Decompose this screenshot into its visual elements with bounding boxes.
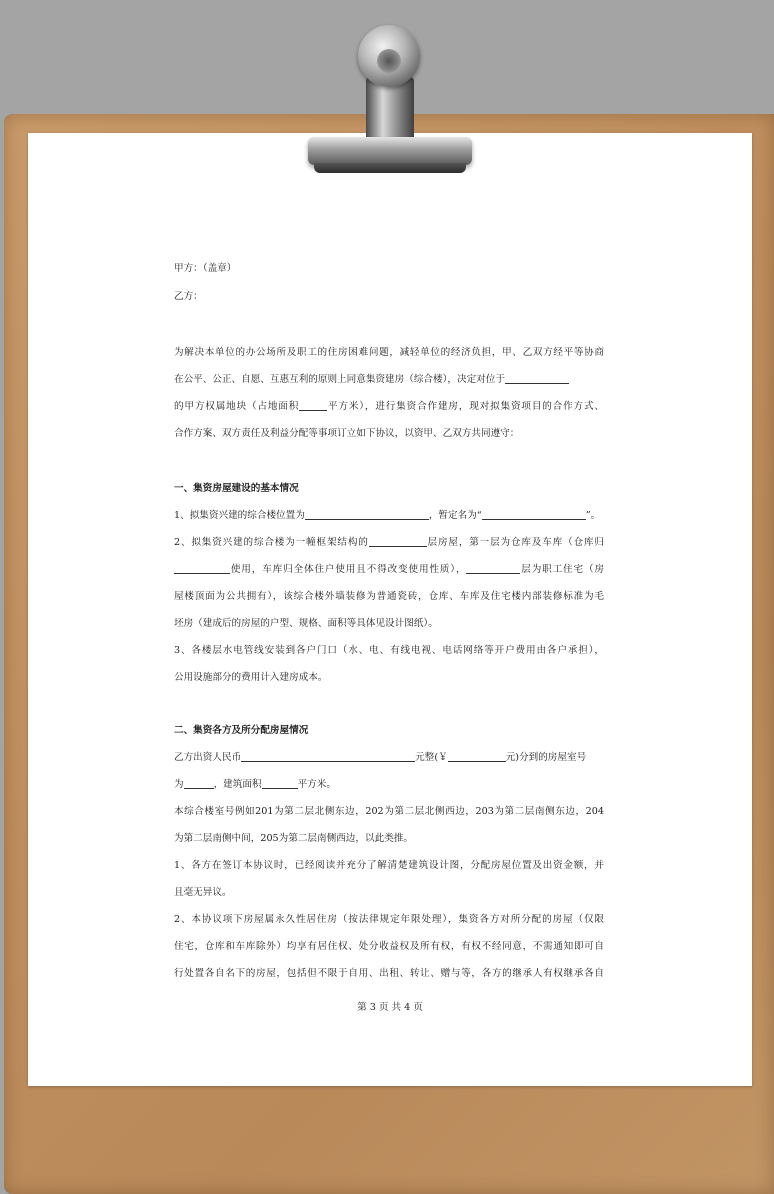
section-1-item-2-line-4: 坯房（建成后的房屋的户型、规格、面积等具体见设计图纸）。	[174, 618, 438, 629]
s2-line-2-text-a: 为	[174, 779, 184, 790]
section-2-item-2-line-3: 行处置各自名下的房屋，包括但不限于自用、出租、转让、赠与等，各方的继承人有权继承各自	[174, 968, 604, 979]
intro-line-3-text-b: 平方米），进行集资合作建房，现对拟集资项目的合作方式、	[327, 401, 604, 412]
section-1-item-3-line-2: 公用设施部分的费用计入建房成本。	[174, 672, 328, 683]
section-1-title: 一、集资房屋建设的基本情况	[174, 483, 299, 494]
party-a-line: 甲方：（盖章）	[174, 263, 237, 274]
building-location-blank	[305, 509, 429, 520]
building-name-blank	[482, 509, 586, 520]
item-1-text-c: ”。	[585, 510, 601, 521]
section-2-line-1	[174, 749, 586, 763]
warehouse-owner-blank	[174, 563, 230, 574]
residence-floors-blank	[466, 563, 520, 574]
binder-clip-icon	[300, 25, 480, 175]
section-1-item-2-line-3: 屋楼顶面为公共拥有），该综合楼外墙装修为普通瓷砖，仓库、车库及住宅楼内部装修标准为毛	[174, 591, 604, 602]
party-b-line: 乙方：	[174, 291, 203, 302]
intro-line-4: 合作方案、双方责任及利益分配等事项订立如下协议，以资甲、乙双方共同遵守：	[174, 428, 520, 439]
intro-line-2-text: 在公平、公正、自愿、互惠互利的原则上同意集资建房（综合楼），决定对位于	[174, 374, 505, 385]
s2-line-2-text-b: ，建筑面积	[213, 779, 262, 790]
floors-blank	[369, 536, 427, 547]
room-number-blank	[184, 778, 214, 789]
section-2-item-2-line-1: 2、本协议项下房屋属永久性居住房（按法律规定年限处理），集资各方对所分配的房屋（仅限	[174, 914, 604, 925]
floor-area-blank	[262, 778, 298, 789]
section-2-item-1-line-2: 且毫无异议。	[174, 887, 232, 898]
document-page	[28, 133, 752, 1086]
amount-digits-blank	[448, 751, 506, 762]
section-1-item-1	[174, 507, 600, 521]
item-2-text-b: 层房屋，第一层为仓库及车库（仓库归	[426, 537, 604, 548]
section-2-line-4: 为第二层南侧中间，205为第二层南侧西边，以此类推。	[174, 833, 413, 844]
page-number: 第 3 页 共 4 页	[357, 1002, 423, 1013]
section-2-line-2	[174, 776, 336, 790]
intro-line-3-text-a: 的甲方权属地块（占地面积	[174, 401, 300, 412]
s2-line-1-text-c: 元)分到的房屋室号	[505, 752, 587, 763]
s2-line-1-text-b: 元整(￥	[415, 752, 448, 763]
clip-base	[314, 163, 466, 173]
intro-line-3	[174, 398, 604, 412]
section-2-item-1-line-1: 1、各方在签订本协议时，已经阅读并充分了解清楚建筑设计图，分配房屋位置及出资金额，并	[174, 860, 604, 871]
section-2-item-2-line-2: 住宅，仓库和车库除外）均享有居住权、处分收益权及所有权，有权不经同意，不需通知即可自	[174, 941, 604, 952]
item-1-text-a: 1、拟集资兴建的综合楼位置为	[174, 510, 305, 521]
amount-words-blank	[241, 751, 415, 762]
intro-line-2	[174, 371, 569, 385]
section-1-item-2-line-2	[174, 561, 604, 575]
clip-bar	[308, 137, 472, 165]
item-1-text-b: ，暂定名为“	[428, 510, 482, 521]
item-2-text-a: 2、拟集资兴建的综合楼为一幢框架结构的	[174, 537, 369, 548]
item-2-text-d: 层为职工住宅（房	[520, 564, 605, 575]
s2-line-1-text-a: 乙方出资人民币	[174, 752, 242, 763]
intro-line-1: 为解决本单位的办公场所及职工的住房困难问题，减轻单位的经济负担，甲、乙双方经平等协商	[174, 347, 604, 358]
section-1-item-2-line-1	[174, 534, 604, 548]
s2-line-2-text-c: 平方米。	[297, 779, 336, 790]
section-2-line-3: 本综合楼室号例如201为第二层北侧东边，202为第二层北侧西边，203为第二层南侧东边，204	[174, 806, 604, 817]
section-2-title: 二、集资各方及所分配房屋情况	[174, 725, 309, 736]
item-2-text-c: 使用，车库归全体住户使用且不得改变使用性质），	[230, 564, 467, 575]
clip-hole	[377, 49, 401, 73]
location-blank	[505, 373, 569, 384]
section-1-item-3-line-1: 3、各楼层水电管线安装到各户门口（水、电、有线电视、电话网络等开户费用由各户承担），	[174, 645, 604, 656]
land-area-blank	[299, 400, 327, 411]
